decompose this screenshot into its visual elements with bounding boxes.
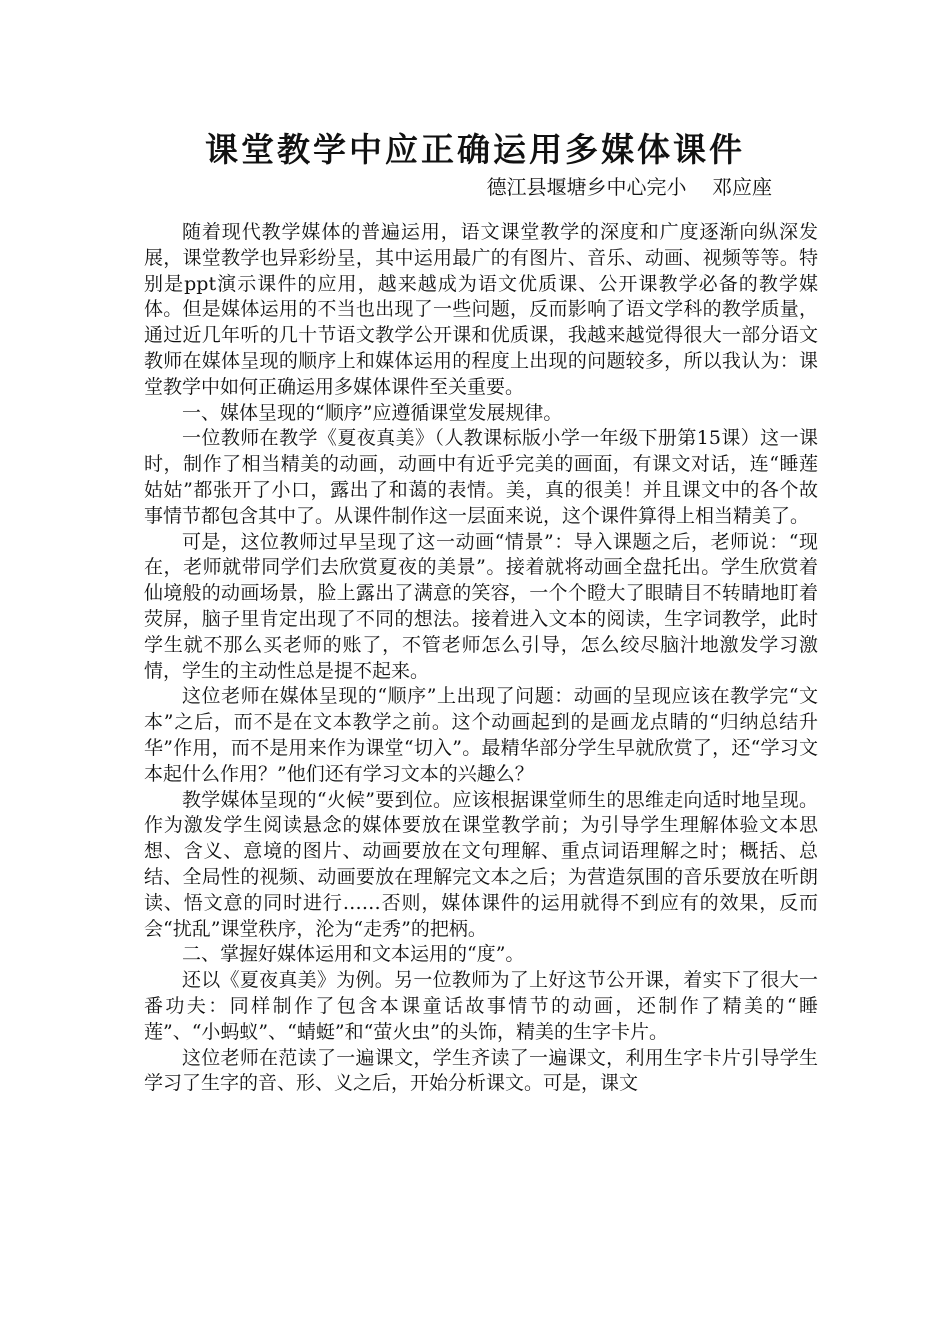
body-paragraph: 可是，这位教师过早呈现了这一动画“情景”：导入课题之后，老师说：“现在，老师就带同学们去欣赏夏夜的美景”。接着就将动画全盘托出。学生欣赏着仙境般的动画场景，脸上露出了满意的笑容，一个个瞪大了眼睛目不转睛地盯着荧屏，脑子里肯定出现了不同的想法。接着进入文本的阅读，生字词教学，此时学生就不那么买老师的账了，不管老师怎么引导，怎么绞尽脑汁地激发学习激情，学生的主动性总是提不起来。 xyxy=(144,530,818,682)
body-paragraph: 还以《夏夜真美》为例。另一位教师为了上好这节公开课，着实下了很大一番功夫：同样制作了包含本课童话故事情节的动画，还制作了精美的“睡莲”、“小蚂蚁”、“蜻蜓”和“萤火虫”的头饰，精美的生字卡片。 xyxy=(144,969,818,1043)
document-author: 德江县堰塘乡中心完小 邓应座 xyxy=(486,175,772,199)
document-body xyxy=(144,220,818,1097)
document-title: 课堂教学中应正确运用多媒体课件 xyxy=(205,130,745,169)
body-paragraph: 一位教师在教学《夏夜真美》（人教课标版小学一年级下册第15课）这一课时，制作了相当精美的动画，动画中有近乎完美的画面，有课文对话，连“睡莲姑姑”都张开了小口，露出了和蔼的表情。美，真的很美！并且课文中的各个故事情节都包含其中了。从课件制作这一层面来说，这个课件算得上相当精美了。 xyxy=(144,427,818,527)
body-paragraph: 这位老师在范读了一遍课文，学生齐读了一遍课文，利用生字卡片引导学生学习了生字的音、形、义之后，开始分析课文。可是，课文 xyxy=(144,1046,818,1095)
section-heading: 二、掌握好媒体运用和文本运用的“度”。 xyxy=(182,943,525,966)
body-paragraph: 这位老师在媒体呈现的“顺序”上出现了问题：动画的呈现应该在教学完“文本”之后，而不是在文本教学之前。这个动画起到的是画龙点睛的“归纳总结升华”作用，而不是用来作为课堂“切入”。最精华部分学生早就欣赏了，还“学习文本起什么作用？”他们还有学习文本的兴趣么？ xyxy=(144,685,818,785)
body-paragraph: 教学媒体呈现的“火候”要到位。应该根据课堂师生的思维走向适时地呈现。作为激发学生阅读悬念的媒体要放在课堂教学前；为引导学生理解体验文本思想、含义、意境的图片、动画要放在文句理解、重点词语理解之时；概括、总结、全局性的视频、动画要放在理解完文本之后；为营造氛围的音乐要放在听朗读、悟文意的同时进行……否则，媒体课件的运用就得不到应有的效果，反而会“扰乱”课堂秩序，沦为“走秀”的把柄。 xyxy=(144,788,818,940)
body-paragraph: 随着现代教学媒体的普遍运用，语文课堂教学的深度和广度逐渐向纵深发展，课堂教学也异彩纷呈，其中运用最广的有图片、音乐、动画、视频等等。特别是ppt演示课件的应用，越来越成为语文优质课、公开课教学必备的教学媒体。但是媒体运用的不当也出现了一些问题，反而影响了语文学科的教学质量，通过近几年听的几十节语文教学公开课和优质课，我越来越觉得很大一部分语文教师在媒体呈现的顺序上和媒体运用的程度上出现的问题较多，所以我认为：课堂教学中如何正确运用多媒体课件至关重要。 xyxy=(144,221,818,398)
section-heading: 一、媒体呈现的“顺序”应遵循课堂发展规律。 xyxy=(182,401,563,424)
